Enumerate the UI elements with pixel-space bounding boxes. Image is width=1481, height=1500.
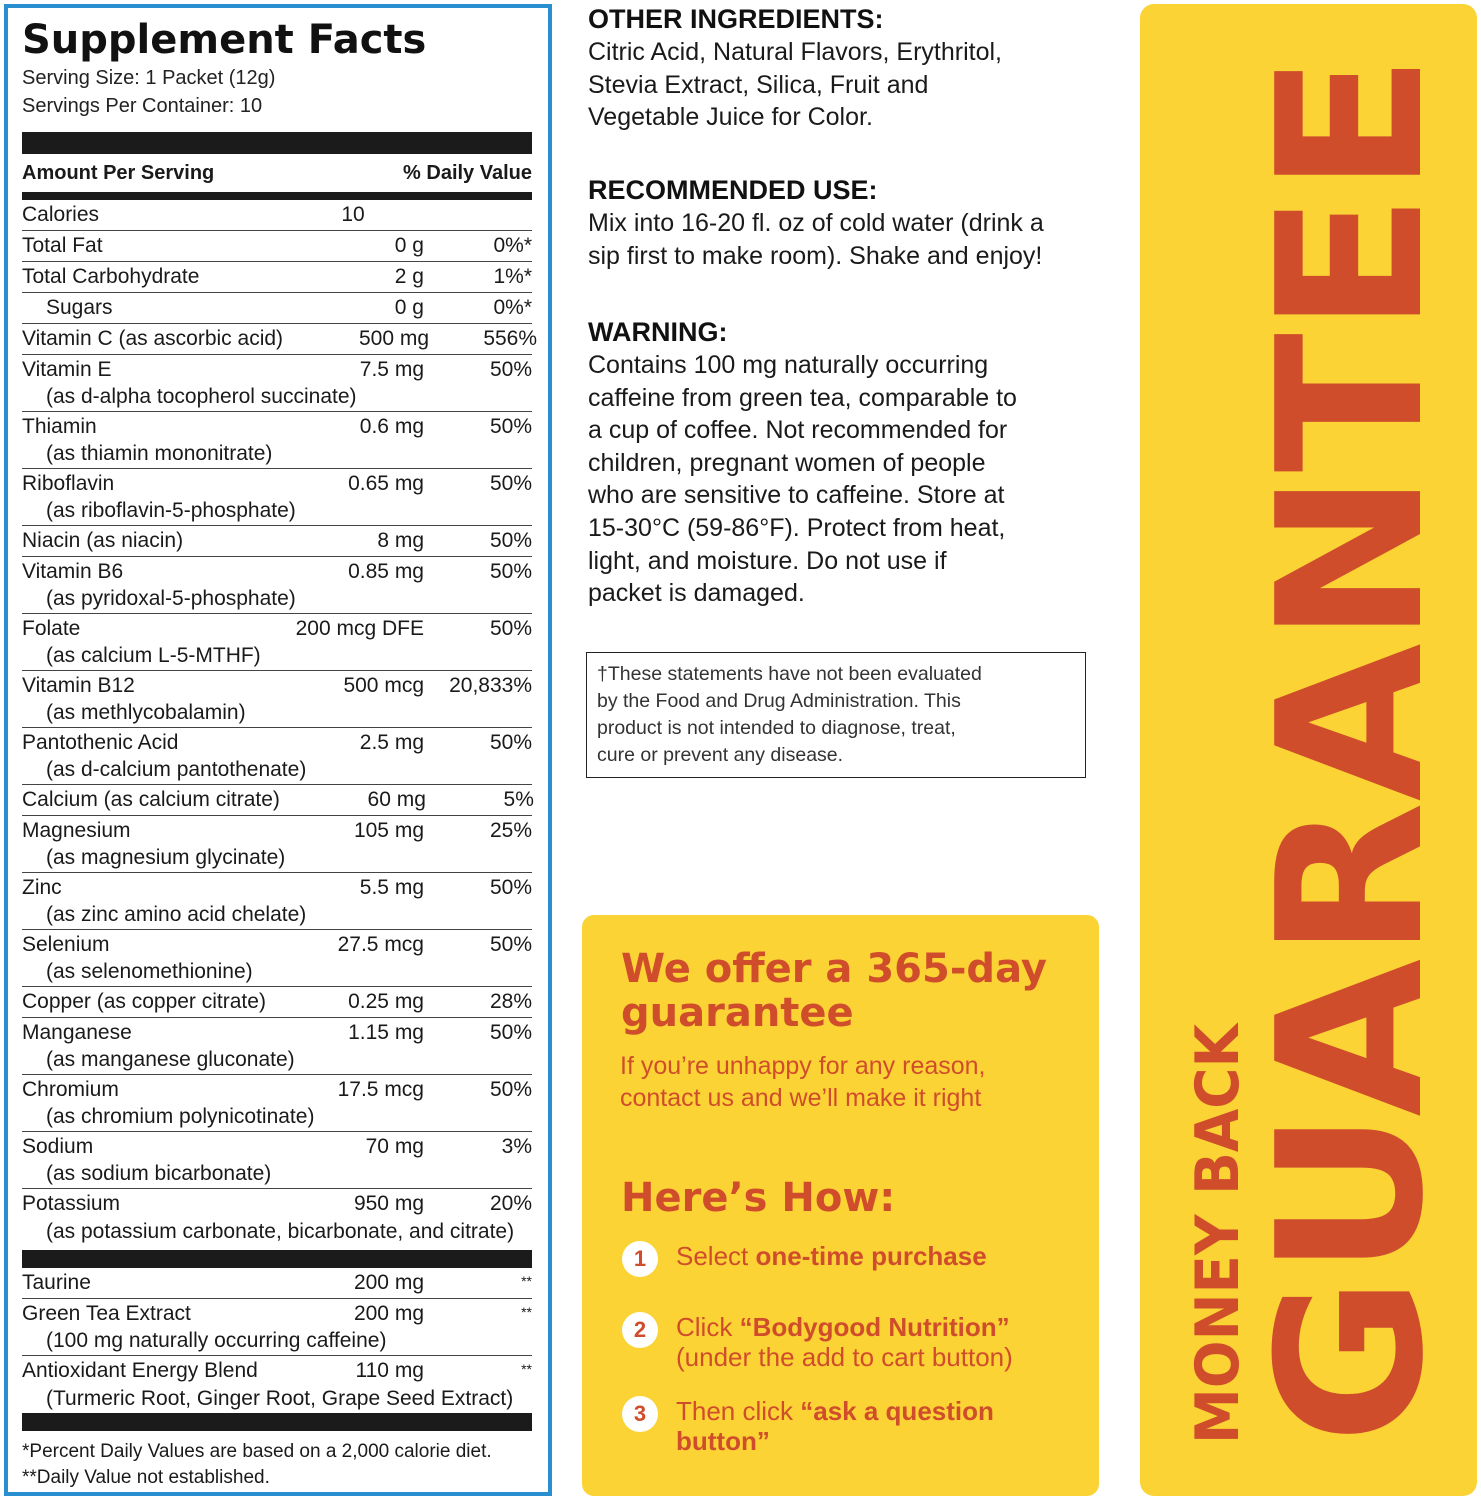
amount-header-row — [22, 154, 532, 192]
servings-per-container: Servings Per Container: 10 — [22, 95, 263, 117]
nutrient-source: (Turmeric Root, Ginger Root, Grape Seed Extract) — [46, 1386, 514, 1410]
nutrient-name: Total Fat — [22, 234, 103, 257]
step-text-bold: “Bodygood Nutrition” — [739, 1312, 1010, 1342]
text-line: product is not intended to diagnose, treat, — [597, 717, 956, 739]
text-line: cure or prevent any disease. — [597, 744, 844, 766]
nutrient-row — [22, 1075, 532, 1132]
nutrient-daily-value: 20,833% — [449, 674, 532, 697]
nutrient-amount: 105 mg — [353, 819, 424, 842]
step-text — [676, 1241, 987, 1271]
nutrient-daily-value: ** — [521, 1361, 532, 1377]
nutrient-daily-value: 0%* — [493, 234, 532, 257]
nutrient-name: Niacin (as niacin) — [22, 529, 184, 552]
nutrient-name: Folate — [22, 617, 81, 640]
nutrient-name: Copper (as copper citrate) — [22, 990, 266, 1013]
other-ingredient-list — [22, 1268, 532, 1413]
nutrient-daily-value: 50% — [489, 1021, 532, 1044]
nutrient-row — [22, 671, 532, 728]
nutrient-name: Riboflavin — [22, 472, 115, 495]
nutrient-source: (as pyridoxal-5-phosphate) — [46, 587, 296, 610]
nutrient-source: (as riboflavin-5-phosphate) — [46, 499, 296, 522]
recommended-use-text — [588, 207, 1044, 272]
step-text-line2: button” — [676, 1426, 770, 1456]
fda-disclaimer — [586, 652, 1086, 778]
headline-line: We offer a 365-day — [621, 946, 1047, 992]
text-line: light, and moisture. Do not use if — [588, 546, 947, 575]
nutrient-amount: 0.85 mg — [348, 560, 424, 583]
nutrient-row — [22, 355, 532, 412]
nutrient-amount: 1.15 mg — [348, 1021, 424, 1044]
nutrient-daily-value: 50% — [489, 617, 532, 640]
guarantee-subtext — [620, 1050, 986, 1114]
warning-text — [588, 349, 1017, 610]
text-line: sip first to make room). Shake and enjoy! — [588, 241, 1043, 270]
nutrient-row — [22, 262, 532, 293]
nutrient-daily-value: 50% — [489, 472, 532, 495]
nutrient-source: (as magnesium glycinate) — [46, 846, 286, 869]
thick-divider-2 — [22, 1250, 532, 1268]
footnote-not-established: **Daily Value not established. — [22, 1467, 270, 1488]
step-number-badge: 2 — [622, 1312, 658, 1348]
nutrient-name: Total Carbohydrate — [22, 265, 200, 288]
nutrient-name: Selenium — [22, 933, 110, 956]
nutrient-amount: 0 g — [394, 296, 424, 319]
nutrient-row — [22, 1356, 532, 1413]
nutrient-daily-value: 50% — [489, 1078, 532, 1101]
nutrient-amount: 200 mg — [353, 1302, 424, 1325]
nutrient-daily-value: ** — [521, 1273, 532, 1289]
step-text-plain: Then click — [676, 1396, 801, 1426]
nutrient-daily-value: 50% — [489, 358, 532, 381]
nutrient-name: Green Tea Extract — [22, 1302, 191, 1325]
nutrient-name: Vitamin B6 — [22, 560, 124, 583]
step-number-badge: 3 — [622, 1396, 658, 1432]
medium-divider — [22, 192, 532, 200]
nutrient-daily-value: 556% — [483, 327, 538, 350]
nutrient-name: Vitamin B12 — [22, 674, 135, 697]
text-line: 15-30°C (59-86°F). Protect from heat, — [588, 513, 1006, 542]
nutrient-row — [22, 1132, 532, 1189]
nutrient-name: Zinc — [22, 876, 62, 899]
nutrient-source: (as calcium L-5-MTHF) — [46, 644, 261, 667]
footnotes — [22, 1431, 532, 1491]
nutrient-source: (as thiamin mononitrate) — [46, 442, 273, 465]
nutrient-row — [22, 930, 532, 987]
nutrient-daily-value: 50% — [489, 529, 532, 552]
nutrient-row — [22, 324, 538, 355]
text-line: If you’re unhappy for any reason, — [620, 1052, 986, 1080]
nutrient-name: Manganese — [22, 1021, 132, 1044]
how-heading: Here’s How: — [621, 1175, 896, 1221]
step-text-bold: “ask a question — [800, 1396, 994, 1426]
text-line: children, pregnant women of people — [588, 448, 986, 477]
nutrient-row — [22, 785, 532, 816]
nutrient-amount: 0.25 mg — [348, 990, 424, 1013]
nutrient-row — [22, 231, 532, 262]
nutrient-amount: 27.5 mcg — [337, 933, 424, 956]
nutrient-daily-value: 50% — [489, 560, 532, 583]
thick-divider-3 — [22, 1413, 532, 1431]
guarantee-banner-art — [1140, 4, 1477, 1496]
step-text — [676, 1396, 994, 1456]
nutrient-name: Magnesium — [22, 819, 131, 842]
text-line: who are sensitive to caffeine. Store at — [588, 481, 1005, 510]
text-line: caffeine from green tea, comparable to — [588, 383, 1017, 412]
nutrient-row — [22, 728, 532, 785]
nutrient-source: (as potassium carbonate, bicarbonate, and citrate) — [46, 1219, 515, 1243]
footnote-dv: *Percent Daily Values are based on a 2,000 calorie diet. — [22, 1441, 492, 1462]
nutrient-amount: 110 mg — [355, 1359, 424, 1382]
text-line: contact us and we’ll make it right — [620, 1084, 982, 1112]
recommended-use-heading: RECOMMENDED USE: — [588, 175, 878, 205]
nutrient-name: Thiamin — [22, 415, 97, 438]
nutrient-amount: 0 g — [394, 234, 424, 257]
text-line: Vegetable Juice for Color. — [588, 103, 873, 132]
nutrient-daily-value — [428, 202, 532, 230]
guarantee-big-text: GUARANTEE — [1235, 82, 1468, 1444]
facts-title: Supplement Facts — [22, 17, 427, 63]
nutrient-amount: 70 mg — [365, 1135, 424, 1158]
warning-heading: WARNING: — [588, 317, 728, 347]
nutrient-row — [22, 873, 532, 930]
nutrient-row — [22, 816, 532, 873]
nutrient-daily-value: 0%* — [493, 296, 532, 319]
nutrient-daily-value: 50% — [489, 933, 532, 956]
text-line: Citric Acid, Natural Flavors, Erythritol, — [588, 38, 1002, 66]
serving-size: Serving Size: 1 Packet (12g) — [22, 67, 276, 89]
headline-line: guarantee — [621, 990, 854, 1036]
nutrient-name: Vitamin E — [22, 358, 112, 381]
nutrient-amount: 0.65 mg — [348, 472, 424, 495]
nutrient-daily-value: 50% — [489, 415, 532, 438]
text-line: †These statements have not been evaluated — [597, 663, 982, 685]
supplement-facts-panel — [4, 4, 552, 1496]
nutrient-amount: 8 mg — [377, 529, 424, 552]
amount-per-serving-label: Amount Per Serving — [22, 161, 215, 184]
nutrient-name: Antioxidant Energy Blend — [22, 1359, 258, 1382]
nutrient-name: Sodium — [22, 1135, 94, 1158]
nutrient-daily-value: ** — [521, 1304, 532, 1320]
nutrient-daily-value: 25% — [489, 819, 532, 842]
nutrient-name: Chromium — [22, 1078, 119, 1101]
step-text-plain: Select — [676, 1241, 756, 1271]
nutrient-row — [22, 526, 532, 557]
nutrient-amount: 17.5 mcg — [337, 1078, 424, 1101]
daily-value-label: % Daily Value — [403, 161, 532, 184]
nutrient-list — [22, 200, 538, 1246]
other-ingredients-text — [588, 36, 1002, 134]
nutrient-row — [22, 614, 532, 671]
nutrient-row — [22, 557, 532, 614]
nutrient-row — [22, 469, 532, 526]
nutrient-amount: 2 g — [394, 265, 424, 288]
nutrient-amount: 200 mcg DFE — [295, 617, 424, 640]
nutrient-source: (as chromium polynicotinate) — [46, 1105, 315, 1128]
nutrient-row — [22, 1268, 532, 1299]
nutrient-daily-value: 28% — [489, 990, 532, 1013]
nutrient-source: (as selenomethionine) — [46, 960, 253, 983]
nutrient-daily-value: 50% — [489, 876, 532, 899]
text-line: Mix into 16-20 fl. oz of cold water (drink a — [588, 209, 1044, 237]
nutrient-name: Vitamin C (as ascorbic acid) — [22, 327, 284, 350]
nutrient-name: Calcium (as calcium citrate) — [22, 788, 280, 811]
text-line: Stevia Extract, Silica, Fruit and — [588, 70, 929, 99]
nutrient-amount: 5.5 mg — [359, 876, 424, 899]
nutrient-daily-value: 1%* — [493, 265, 532, 288]
nutrient-row — [22, 1299, 532, 1356]
nutrient-name: Potassium — [22, 1192, 121, 1215]
nutrient-amount: 200 mg — [353, 1271, 424, 1294]
nutrient-daily-value: 5% — [503, 788, 534, 811]
step-text-bold: one-time purchase — [755, 1241, 987, 1271]
nutrient-daily-value: 20% — [489, 1192, 532, 1215]
nutrient-amount: 10 — [341, 203, 365, 226]
nutrient-row — [22, 1018, 532, 1075]
text-line: Contains 100 mg naturally occurring — [588, 351, 989, 379]
text-line: a cup of coffee. Not recommended for — [588, 416, 1008, 445]
nutrient-amount: 0.6 mg — [359, 415, 424, 438]
text-line: by the Food and Drug Administration. This — [597, 690, 961, 712]
step-text-plain: Click — [676, 1312, 740, 1342]
nutrient-name: Calories — [22, 203, 100, 226]
step-number-badge: 1 — [622, 1241, 658, 1277]
nutrient-source: (as manganese gluconate) — [46, 1048, 295, 1071]
nutrient-amount: 60 mg — [367, 788, 426, 811]
nutrient-amount: 2.5 mg — [359, 731, 424, 754]
nutrient-source: (as d-calcium pantothenate) — [46, 758, 307, 781]
nutrient-source: (as d-alpha tocopherol succinate) — [46, 385, 357, 408]
step-text-line2: (under the add to cart button) — [676, 1342, 1013, 1372]
nutrient-source: (100 mg naturally occurring caffeine) — [46, 1329, 387, 1352]
thick-divider — [22, 132, 532, 154]
nutrient-row — [22, 987, 532, 1018]
money-back-guarantee-banner — [1140, 4, 1477, 1496]
money-back-small-text: MONEY BACK — [1183, 995, 1253, 1444]
nutrient-row — [22, 293, 532, 324]
nutrient-daily-value: 3% — [501, 1135, 532, 1158]
nutrient-amount: 950 mg — [353, 1192, 424, 1215]
other-ingredients-heading: OTHER INGREDIENTS: — [588, 4, 884, 34]
nutrient-row — [22, 412, 532, 469]
nutrient-name: Taurine — [22, 1271, 91, 1294]
nutrient-row — [22, 200, 532, 231]
nutrient-source: (as sodium bicarbonate) — [46, 1162, 272, 1185]
nutrient-source: (as methlycobalamin) — [46, 701, 246, 724]
nutrient-amount: 500 mg — [359, 327, 430, 350]
nutrient-daily-value: 50% — [489, 731, 532, 754]
step-text — [676, 1312, 1013, 1372]
guarantee-headline — [621, 947, 1047, 1035]
nutrient-source: (as zinc amino acid chelate) — [46, 903, 307, 926]
nutrient-amount: 500 mcg — [343, 674, 424, 697]
nutrient-amount: 7.5 mg — [359, 358, 424, 381]
nutrient-name: Pantothenic Acid — [22, 731, 179, 754]
nutrient-row — [22, 1189, 532, 1246]
nutrient-name: Sugars — [46, 296, 113, 319]
text-line: packet is damaged. — [588, 579, 805, 608]
